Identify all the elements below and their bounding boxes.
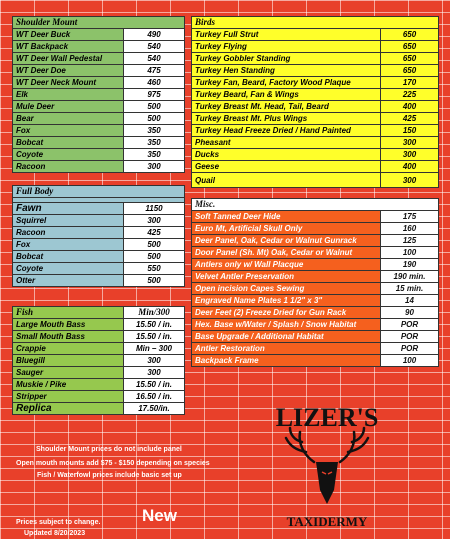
table-row: Coyote 350	[13, 149, 185, 161]
table-row: Quail 300	[192, 173, 439, 188]
svg-text:LIZER'S: LIZER'S	[275, 403, 379, 432]
table-row: WT Deer Neck Mount 460	[13, 77, 185, 89]
section-title: Misc.	[192, 199, 439, 211]
table-row: Turkey Head Freeze Dried / Hand Painted 150	[192, 125, 439, 137]
table-row: Deer Feet (2) Freeze Dried for Gun Rack 90	[192, 307, 439, 319]
table-row: Base Upgrade / Additional Habitat POR	[192, 331, 439, 343]
table-row: Open incision Capes Sewing 15 min.	[192, 283, 439, 295]
table-row: Turkey Beard, Fan & Wings 225	[192, 89, 439, 101]
table-row: Turkey Full Strut 650	[192, 29, 439, 41]
table-row: WT Backpack 540	[13, 41, 185, 53]
table-row: Turkey Breast Mt. Head, Tail, Beard 400	[192, 101, 439, 113]
price-change-note: Prices subject to change.	[16, 519, 101, 526]
section-title: Birds	[192, 17, 439, 29]
table-row: Mule Deer 500	[13, 101, 185, 113]
table-row: Crappie Min – 300	[13, 343, 185, 355]
table-row: Stripper 16.50 / in.	[13, 391, 185, 403]
table-row: Turkey Flying 650	[192, 41, 439, 53]
table-row: Bobcat 500	[13, 251, 185, 263]
svg-text:TAXIDERMY: TAXIDERMY	[286, 514, 368, 529]
lizers-taxidermy-logo	[264, 400, 390, 534]
section-title: Shoulder Mount	[13, 17, 185, 29]
deer-skull-logo-icon	[264, 400, 390, 534]
table-row: Sauger 300	[13, 367, 185, 379]
table-row: Squirrel 300	[13, 215, 185, 227]
fish-header-value: Min/300	[124, 307, 185, 319]
shoulder-mount-table	[12, 16, 185, 173]
table-row: Turkey Fan, Beard, Factory Wood Plaque 170	[192, 77, 439, 89]
table-row: Racoon 425	[13, 227, 185, 239]
table-row: Antlers only w/ Wall Placque 190	[192, 259, 439, 271]
table-row: Bluegill 300	[13, 355, 185, 367]
table-row: Geese 400	[192, 161, 439, 173]
table-row: Hex. Base w/Water / Splash / Snow Habitat POR	[192, 319, 439, 331]
table-row: Pheasant 300	[192, 137, 439, 149]
table-row: Turkey Gobbler Standing 650	[192, 53, 439, 65]
table-row: Ducks 300	[192, 149, 439, 161]
table-row: Engraved Name Plates 1 1/2" x 3" 14	[192, 295, 439, 307]
table-row: WT Deer Buck 490	[13, 29, 185, 41]
updated-date: Updated 8/20/2023	[24, 530, 86, 537]
table-row: Bobcat 350	[13, 137, 185, 149]
full-body-table	[12, 185, 185, 287]
table-row: Velvet Antler Preservation 190 min.	[192, 271, 439, 283]
table-row: Euro Mt, Artificial Skull Only 160	[192, 223, 439, 235]
table-row: Small Mouth Bass 15.50 / in.	[13, 331, 185, 343]
setup-note: Fish / Waterfowl prices include basic set up	[37, 472, 182, 479]
misc-table	[191, 198, 439, 367]
section-title: Full Body	[13, 186, 185, 198]
fish-table	[12, 306, 185, 415]
table-row: Fawn 1150	[13, 203, 185, 215]
table-row: Elk 975	[13, 89, 185, 101]
table-row: WT Deer Wall Pedestal 540	[13, 53, 185, 65]
table-row: Racoon 300	[13, 161, 185, 173]
open-mouth-note: Open mouth mounts add $75 - $150 depending on species	[16, 460, 210, 467]
table-row: Backpack Frame 100	[192, 355, 439, 367]
table-row: Replica 17.50/in.	[13, 403, 185, 415]
table-row: Antler Restoration POR	[192, 343, 439, 355]
table-row: Fox 500	[13, 239, 185, 251]
table-row: Coyote 550	[13, 263, 185, 275]
table-row: WT Deer Doe 475	[13, 65, 185, 77]
table-row: Bear 500	[13, 113, 185, 125]
table-row: Turkey Hen Standing 650	[192, 65, 439, 77]
table-row: Otter 500	[13, 275, 185, 287]
table-row: Soft Tanned Deer Hide 175	[192, 211, 439, 223]
birds-table	[191, 16, 439, 188]
table-row: Turkey Breast Mt. Plus Wings 425	[192, 113, 439, 125]
table-row: Large Mouth Bass 15.50 / in.	[13, 319, 185, 331]
table-row: Muskie / Pike 15.50 / in.	[13, 379, 185, 391]
new-label: New	[142, 506, 177, 525]
panel-note: Shoulder Mount prices do not include panel	[36, 446, 182, 453]
table-row: Door Panel (Sh. Mt) Oak, Cedar or Walnut 100	[192, 247, 439, 259]
table-row: Deer Panel, Oak, Cedar or Walnut Gunrack 125	[192, 235, 439, 247]
table-row: Fox 350	[13, 125, 185, 137]
section-title: Fish	[13, 307, 124, 319]
